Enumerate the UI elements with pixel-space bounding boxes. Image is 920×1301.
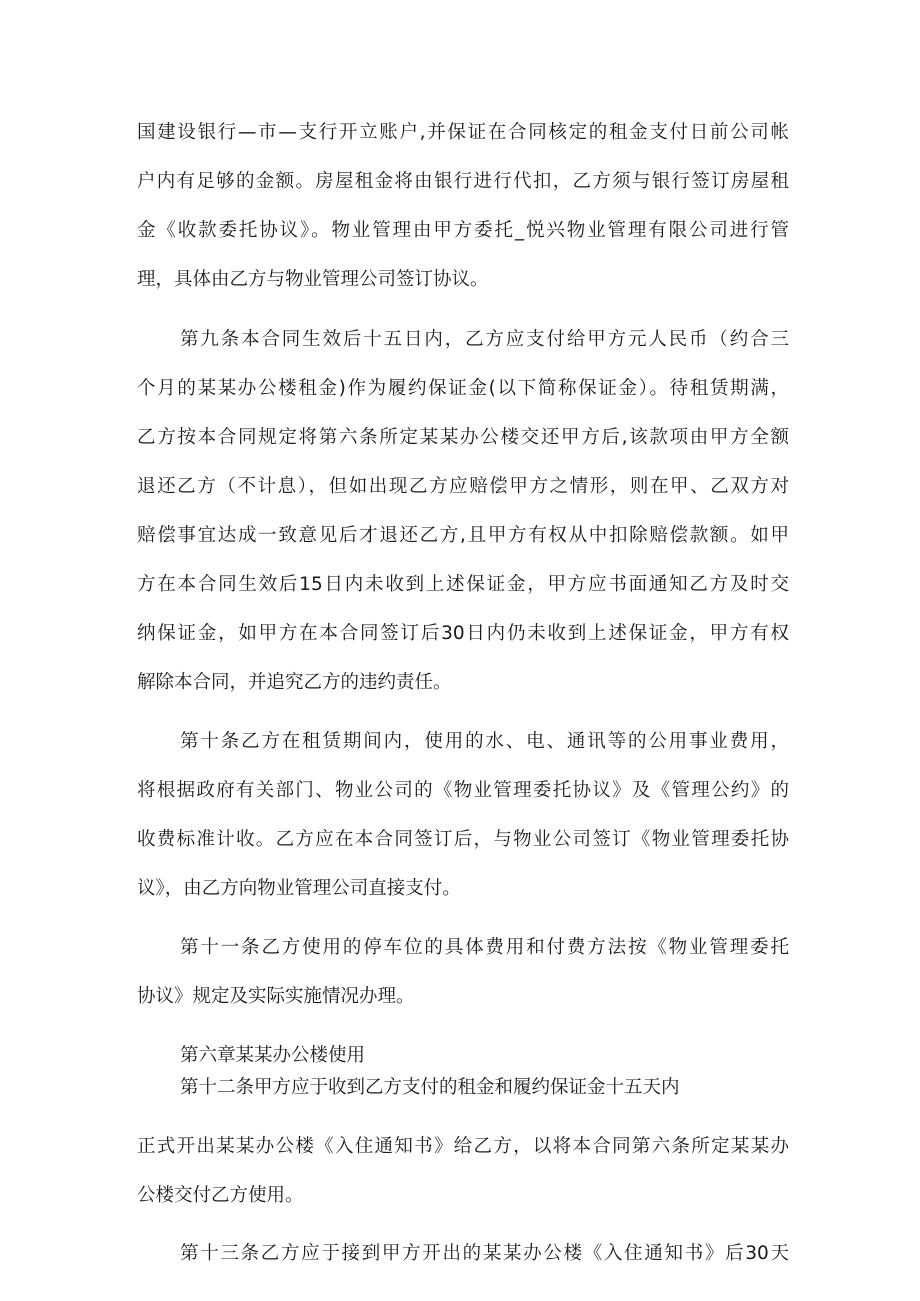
text-line: 个月的某某办公楼租金)作为履约保证金(以下简称保证金）。待租赁期满， [137,378,789,399]
text-line: 第十条乙方在租赁期间内，使用的水、电、通讯等的公用事业费用， [180,731,789,752]
text-line: 收费标准计收。乙方应在本合同签订后，与物业公司签订《物业管理委托协 [137,829,789,850]
text-line: 赔偿事宜达成一致意见后才退还乙方,且甲方有权从中扣除赔偿款额。如甲 [137,525,789,546]
text-line: 方在本合同生效后15日内未收到上述保证金，甲方应书面通知乙方及时交 [137,574,789,595]
chapter-heading: 第六章某某办公楼使用 [180,1045,366,1066]
text-line: 金《收款委托协议》。物业管理由甲方委托_悦兴物业管理有限公司进行管 [137,220,789,241]
text-line: 公楼交付乙方使用。 [137,1185,304,1206]
text-line: 退还乙方（不计息），但如出现乙方应赔偿甲方之情形，则在甲、乙双方对 [137,476,789,497]
text-line: 户内有足够的金额。房屋租金将由银行进行代扣，乙方须与银行签订房屋租 [137,171,789,192]
text-line: 协议》规定及实际实施情况办理。 [137,986,415,1007]
text-line: 将根据政府有关部门、物业公司的《物业管理委托协议》及《管理公约》的 [137,780,789,801]
text-line: 议》，由乙方向物业管理公司直接支付。 [137,878,461,899]
text-line: 解除本合同，并追究乙方的违约责任。 [137,672,452,693]
text-line: 理，具体由乙方与物业管理公司签订协议。 [137,269,489,290]
text-line: 第十二条甲方应于收到乙方支付的租金和履约保证金十五天内 [180,1077,680,1098]
text-line: 第十三条乙方应于接到甲方开出的某某办公楼《入住通知书》后30天 [180,1243,789,1264]
text-line: 正式开出某某办公楼《入住通知书》给乙方，以将本合同第六条所定某某办 [137,1136,789,1157]
text-line: 第十一条乙方使用的停车位的具体费用和付费方法按《物业管理委托 [180,937,789,958]
text-line: 乙方按本合同规定将第六条所定某某办公楼交还甲方后,该款项由甲方全额 [137,427,789,448]
text-line: 纳保证金，如甲方在本合同签订后30日内仍未收到上述保证金，甲方有权 [137,623,789,644]
text-line: 国建设银行—市—支行开立账户,并保证在合同核定的租金支付日前公司帐 [137,122,789,143]
text-line: 第九条本合同生效后十五日内，乙方应支付给甲方元人民币（约合三 [180,329,789,350]
